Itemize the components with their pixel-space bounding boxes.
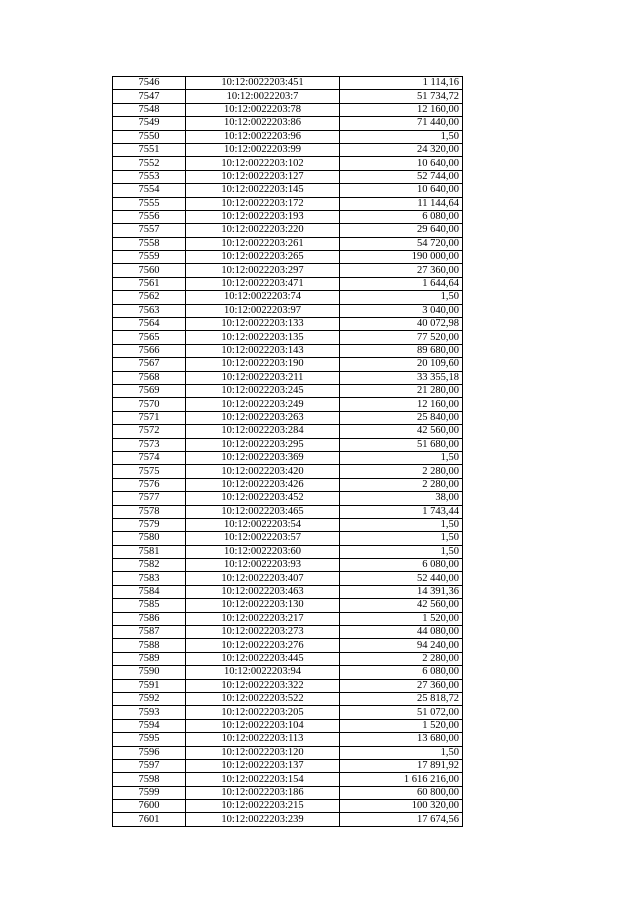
table-row	[113, 478, 463, 491]
cadastral-value-table	[112, 76, 463, 827]
cadastral-number-cell: 10:12:0022203:263	[186, 411, 340, 424]
value-cell: 60 800,00	[340, 786, 463, 799]
value-cell: 2 280,00	[340, 652, 463, 665]
row-number-cell: 7591	[113, 679, 186, 692]
cadastral-number-cell: 10:12:0022203:86	[186, 117, 340, 130]
table-row	[113, 719, 463, 732]
row-number-cell: 7589	[113, 652, 186, 665]
row-number-cell: 7551	[113, 143, 186, 156]
row-number-cell: 7561	[113, 277, 186, 290]
table-row	[113, 492, 463, 505]
row-number-cell: 7594	[113, 719, 186, 732]
row-number-cell: 7572	[113, 425, 186, 438]
cadastral-number-cell: 10:12:0022203:273	[186, 626, 340, 639]
row-number-cell: 7562	[113, 291, 186, 304]
value-cell: 1 520,00	[340, 612, 463, 625]
table-row	[113, 465, 463, 478]
cadastral-number-cell: 10:12:0022203:284	[186, 425, 340, 438]
row-number-cell: 7554	[113, 184, 186, 197]
cadastral-number-cell: 10:12:0022203:215	[186, 800, 340, 813]
row-number-cell: 7584	[113, 585, 186, 598]
value-cell: 25 818,72	[340, 692, 463, 705]
row-number-cell: 7552	[113, 157, 186, 170]
row-number-cell: 7570	[113, 398, 186, 411]
table-row	[113, 786, 463, 799]
table-row	[113, 626, 463, 639]
row-number-cell: 7567	[113, 358, 186, 371]
row-number-cell: 7559	[113, 251, 186, 264]
table-row	[113, 237, 463, 250]
value-cell: 1 520,00	[340, 719, 463, 732]
table-row	[113, 264, 463, 277]
cadastral-number-cell: 10:12:0022203:261	[186, 237, 340, 250]
value-cell: 14 391,36	[340, 585, 463, 598]
value-cell: 1,50	[340, 746, 463, 759]
value-cell: 42 560,00	[340, 425, 463, 438]
row-number-cell: 7560	[113, 264, 186, 277]
table-row	[113, 545, 463, 558]
cadastral-number-cell: 10:12:0022203:265	[186, 251, 340, 264]
cadastral-number-cell: 10:12:0022203:217	[186, 612, 340, 625]
table-row	[113, 746, 463, 759]
row-number-cell: 7597	[113, 759, 186, 772]
value-cell: 17 674,56	[340, 813, 463, 826]
cadastral-number-cell: 10:12:0022203:452	[186, 492, 340, 505]
value-cell: 1 114,16	[340, 77, 463, 90]
table-row	[113, 371, 463, 384]
value-cell: 190 000,00	[340, 251, 463, 264]
value-cell: 10 640,00	[340, 184, 463, 197]
cadastral-number-cell: 10:12:0022203:96	[186, 130, 340, 143]
cadastral-number-cell: 10:12:0022203:465	[186, 505, 340, 518]
row-number-cell: 7569	[113, 384, 186, 397]
value-cell: 1,50	[340, 545, 463, 558]
cadastral-number-cell: 10:12:0022203:369	[186, 451, 340, 464]
cadastral-number-cell: 10:12:0022203:102	[186, 157, 340, 170]
row-number-cell: 7601	[113, 813, 186, 826]
cadastral-number-cell: 10:12:0022203:445	[186, 652, 340, 665]
value-cell: 25 840,00	[340, 411, 463, 424]
cadastral-number-cell: 10:12:0022203:249	[186, 398, 340, 411]
value-cell: 1,50	[340, 518, 463, 531]
cadastral-number-cell: 10:12:0022203:104	[186, 719, 340, 732]
table-row	[113, 358, 463, 371]
row-number-cell: 7583	[113, 572, 186, 585]
value-cell: 51 680,00	[340, 438, 463, 451]
value-cell: 52 744,00	[340, 170, 463, 183]
value-cell: 71 440,00	[340, 117, 463, 130]
row-number-cell: 7566	[113, 344, 186, 357]
table-row	[113, 425, 463, 438]
table-row	[113, 277, 463, 290]
table-row	[113, 639, 463, 652]
table-row	[113, 733, 463, 746]
value-cell: 51 734,72	[340, 90, 463, 103]
cadastral-number-cell: 10:12:0022203:295	[186, 438, 340, 451]
cadastral-number-cell: 10:12:0022203:154	[186, 773, 340, 786]
row-number-cell: 7574	[113, 451, 186, 464]
cadastral-number-cell: 10:12:0022203:143	[186, 344, 340, 357]
cadastral-number-cell: 10:12:0022203:186	[186, 786, 340, 799]
table-row	[113, 451, 463, 464]
row-number-cell: 7549	[113, 117, 186, 130]
value-cell: 1 616 216,00	[340, 773, 463, 786]
cadastral-number-cell: 10:12:0022203:451	[186, 77, 340, 90]
cadastral-number-cell: 10:12:0022203:113	[186, 733, 340, 746]
cadastral-number-cell: 10:12:0022203:522	[186, 692, 340, 705]
cadastral-number-cell: 10:12:0022203:211	[186, 371, 340, 384]
table-row	[113, 291, 463, 304]
table-row	[113, 599, 463, 612]
table-row	[113, 331, 463, 344]
cadastral-number-cell: 10:12:0022203:322	[186, 679, 340, 692]
table-row	[113, 759, 463, 772]
cadastral-number-cell: 10:12:0022203:120	[186, 746, 340, 759]
cadastral-number-cell: 10:12:0022203:93	[186, 559, 340, 572]
row-number-cell: 7595	[113, 733, 186, 746]
row-number-cell: 7576	[113, 478, 186, 491]
table-row	[113, 438, 463, 451]
value-cell: 1,50	[340, 130, 463, 143]
table-row	[113, 184, 463, 197]
row-number-cell: 7564	[113, 318, 186, 331]
table-row	[113, 77, 463, 90]
table-body	[113, 77, 463, 827]
value-cell: 94 240,00	[340, 639, 463, 652]
row-number-cell: 7553	[113, 170, 186, 183]
value-cell: 51 072,00	[340, 706, 463, 719]
row-number-cell: 7546	[113, 77, 186, 90]
cadastral-number-cell: 10:12:0022203:54	[186, 518, 340, 531]
table-row	[113, 612, 463, 625]
row-number-cell: 7579	[113, 518, 186, 531]
cadastral-number-cell: 10:12:0022203:239	[186, 813, 340, 826]
value-cell: 24 320,00	[340, 143, 463, 156]
value-cell: 21 280,00	[340, 384, 463, 397]
cadastral-number-cell: 10:12:0022203:60	[186, 545, 340, 558]
row-number-cell: 7600	[113, 800, 186, 813]
cadastral-number-cell: 10:12:0022203:137	[186, 759, 340, 772]
table-row	[113, 532, 463, 545]
cadastral-number-cell: 10:12:0022203:245	[186, 384, 340, 397]
row-number-cell: 7590	[113, 666, 186, 679]
cadastral-number-cell: 10:12:0022203:130	[186, 599, 340, 612]
row-number-cell: 7548	[113, 103, 186, 116]
table-row	[113, 318, 463, 331]
table-row	[113, 773, 463, 786]
table-row	[113, 572, 463, 585]
value-cell: 33 355,18	[340, 371, 463, 384]
value-cell: 12 160,00	[340, 103, 463, 116]
value-cell: 77 520,00	[340, 331, 463, 344]
table-row	[113, 90, 463, 103]
cadastral-number-cell: 10:12:0022203:7	[186, 90, 340, 103]
cadastral-number-cell: 10:12:0022203:426	[186, 478, 340, 491]
table-row	[113, 800, 463, 813]
table-row	[113, 679, 463, 692]
cadastral-number-cell: 10:12:0022203:78	[186, 103, 340, 116]
table-row	[113, 652, 463, 665]
row-number-cell: 7571	[113, 411, 186, 424]
value-cell: 3 040,00	[340, 304, 463, 317]
row-number-cell: 7578	[113, 505, 186, 518]
value-cell: 17 891,92	[340, 759, 463, 772]
value-cell: 27 360,00	[340, 679, 463, 692]
value-cell: 1,50	[340, 532, 463, 545]
row-number-cell: 7556	[113, 210, 186, 223]
value-cell: 10 640,00	[340, 157, 463, 170]
row-number-cell: 7581	[113, 545, 186, 558]
table-row	[113, 666, 463, 679]
table-row	[113, 117, 463, 130]
table-row	[113, 210, 463, 223]
cadastral-number-cell: 10:12:0022203:276	[186, 639, 340, 652]
table-row	[113, 197, 463, 210]
row-number-cell: 7558	[113, 237, 186, 250]
row-number-cell: 7557	[113, 224, 186, 237]
table-row	[113, 505, 463, 518]
row-number-cell: 7565	[113, 331, 186, 344]
table-row	[113, 813, 463, 826]
value-cell: 1,50	[340, 451, 463, 464]
row-number-cell: 7582	[113, 559, 186, 572]
table-row	[113, 103, 463, 116]
cadastral-number-cell: 10:12:0022203:297	[186, 264, 340, 277]
row-number-cell: 7568	[113, 371, 186, 384]
table-row	[113, 384, 463, 397]
row-number-cell: 7555	[113, 197, 186, 210]
cadastral-number-cell: 10:12:0022203:172	[186, 197, 340, 210]
row-number-cell: 7547	[113, 90, 186, 103]
cadastral-number-cell: 10:12:0022203:205	[186, 706, 340, 719]
value-cell: 13 680,00	[340, 733, 463, 746]
value-cell: 100 320,00	[340, 800, 463, 813]
cadastral-number-cell: 10:12:0022203:127	[186, 170, 340, 183]
table-row	[113, 692, 463, 705]
table-row	[113, 706, 463, 719]
table-row	[113, 398, 463, 411]
row-number-cell: 7587	[113, 626, 186, 639]
value-cell: 20 109,60	[340, 358, 463, 371]
value-cell: 2 280,00	[340, 478, 463, 491]
cadastral-number-cell: 10:12:0022203:99	[186, 143, 340, 156]
value-cell: 89 680,00	[340, 344, 463, 357]
cadastral-number-cell: 10:12:0022203:97	[186, 304, 340, 317]
table-row	[113, 585, 463, 598]
cadastral-number-cell: 10:12:0022203:463	[186, 585, 340, 598]
value-cell: 38,00	[340, 492, 463, 505]
table-row	[113, 304, 463, 317]
cadastral-number-cell: 10:12:0022203:420	[186, 465, 340, 478]
table-row	[113, 224, 463, 237]
cadastral-number-cell: 10:12:0022203:471	[186, 277, 340, 290]
value-cell: 1,50	[340, 291, 463, 304]
row-number-cell: 7550	[113, 130, 186, 143]
row-number-cell: 7592	[113, 692, 186, 705]
cadastral-number-cell: 10:12:0022203:145	[186, 184, 340, 197]
value-cell: 2 280,00	[340, 465, 463, 478]
row-number-cell: 7573	[113, 438, 186, 451]
cadastral-number-cell: 10:12:0022203:133	[186, 318, 340, 331]
value-cell: 27 360,00	[340, 264, 463, 277]
cadastral-number-cell: 10:12:0022203:57	[186, 532, 340, 545]
cadastral-number-cell: 10:12:0022203:193	[186, 210, 340, 223]
value-cell: 1 743,44	[340, 505, 463, 518]
row-number-cell: 7599	[113, 786, 186, 799]
cadastral-number-cell: 10:12:0022203:94	[186, 666, 340, 679]
table-row	[113, 559, 463, 572]
value-cell: 42 560,00	[340, 599, 463, 612]
value-cell: 6 080,00	[340, 210, 463, 223]
value-cell: 6 080,00	[340, 559, 463, 572]
cadastral-number-cell: 10:12:0022203:74	[186, 291, 340, 304]
value-cell: 52 440,00	[340, 572, 463, 585]
table-row	[113, 143, 463, 156]
row-number-cell: 7563	[113, 304, 186, 317]
value-cell: 1 644,64	[340, 277, 463, 290]
row-number-cell: 7586	[113, 612, 186, 625]
value-cell: 44 080,00	[340, 626, 463, 639]
table-row	[113, 518, 463, 531]
cadastral-number-cell: 10:12:0022203:220	[186, 224, 340, 237]
cadastral-number-cell: 10:12:0022203:135	[186, 331, 340, 344]
value-cell: 29 640,00	[340, 224, 463, 237]
value-cell: 12 160,00	[340, 398, 463, 411]
table-row	[113, 170, 463, 183]
row-number-cell: 7593	[113, 706, 186, 719]
cadastral-number-cell: 10:12:0022203:407	[186, 572, 340, 585]
row-number-cell: 7598	[113, 773, 186, 786]
table-row	[113, 411, 463, 424]
value-cell: 54 720,00	[340, 237, 463, 250]
table-row	[113, 157, 463, 170]
row-number-cell: 7585	[113, 599, 186, 612]
value-cell: 40 072,98	[340, 318, 463, 331]
value-cell: 11 144,64	[340, 197, 463, 210]
row-number-cell: 7577	[113, 492, 186, 505]
row-number-cell: 7580	[113, 532, 186, 545]
row-number-cell: 7588	[113, 639, 186, 652]
table-row	[113, 344, 463, 357]
row-number-cell: 7575	[113, 465, 186, 478]
cadastral-number-cell: 10:12:0022203:190	[186, 358, 340, 371]
table-row	[113, 251, 463, 264]
row-number-cell: 7596	[113, 746, 186, 759]
value-cell: 6 080,00	[340, 666, 463, 679]
table-row	[113, 130, 463, 143]
